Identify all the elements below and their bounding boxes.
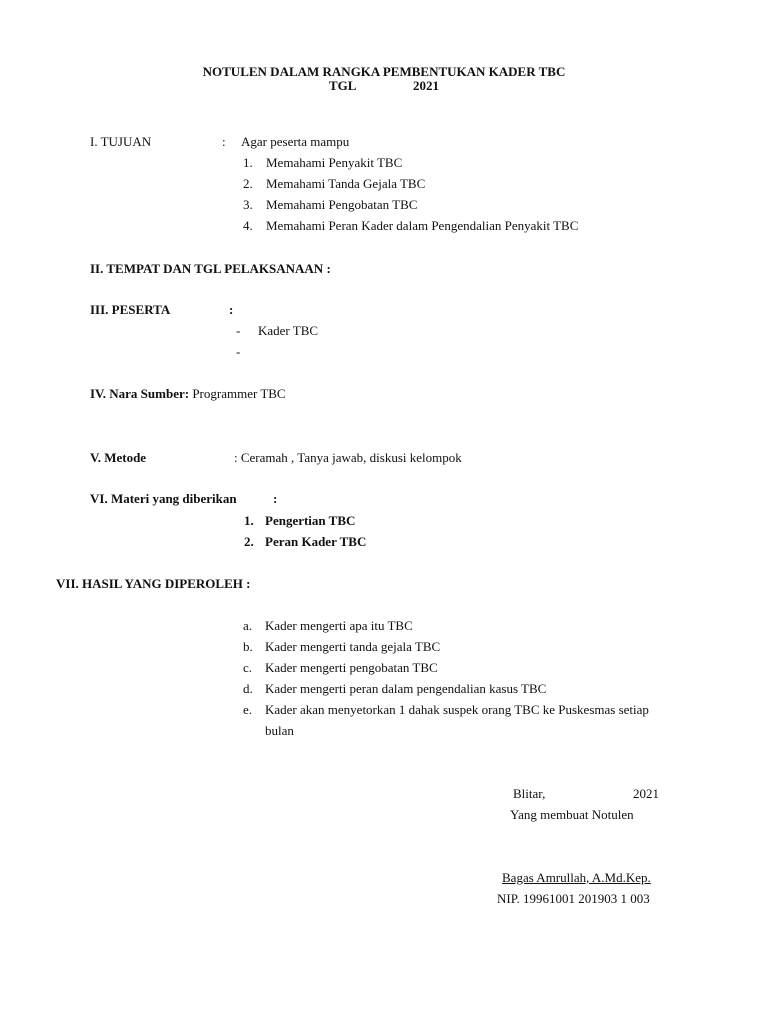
title-date-label: TGL — [329, 78, 357, 93]
document-title: NOTULEN DALAM RANGKA PEMBENTUKAN KADER TBC — [202, 64, 566, 79]
section-materi-label: VI. Materi yang diberikan — [90, 491, 237, 506]
hasil-item-letter: b. — [243, 639, 253, 654]
metode-value: : Ceramah , Tanya jawab, diskusi kelompok — [234, 450, 462, 465]
signature-place: Blitar, — [513, 786, 546, 801]
peserta-item-dash: - — [236, 323, 241, 338]
tujuan-item-text: Memahami Tanda Gejala TBC — [266, 176, 426, 191]
section-tujuan-intro: Agar peserta mampu — [241, 134, 350, 149]
section-peserta-label: III. PESERTA — [90, 302, 171, 317]
tujuan-item-text: Memahami Peran Kader dalam Pengendalian Penyakit TBC — [266, 218, 579, 233]
hasil-item-text: Kader akan menyetorkan 1 dahak suspek orang TBC ke Puskesmas setiap — [265, 702, 649, 717]
signature-name: Bagas Amrullah, A.Md.Kep. — [502, 870, 651, 885]
section-peserta-colon: : — [229, 302, 234, 317]
hasil-item-text: Kader mengerti apa itu TBC — [265, 618, 413, 633]
hasil-item-letter: d. — [243, 681, 253, 696]
section-tempat-label: II. TEMPAT DAN TGL PELAKSANAAN : — [90, 261, 331, 276]
section-metode-label: V. Metode — [90, 450, 147, 465]
materi-item-text: Pengertian TBC — [265, 513, 356, 528]
section-nara-sumber — [90, 386, 286, 402]
tujuan-item-text: Memahami Pengobatan TBC — [266, 197, 418, 212]
nara-sumber-value: Programmer TBC — [189, 386, 286, 401]
section-hasil-label: VII. HASIL YANG DIPEROLEH : — [56, 576, 251, 591]
hasil-item-letter: c. — [243, 660, 253, 675]
tujuan-item-number: 3. — [243, 197, 253, 212]
tujuan-item-number: 4. — [243, 218, 253, 233]
tujuan-item-number: 1. — [243, 155, 253, 170]
nara-sumber-label: IV. Nara Sumber: — [90, 386, 190, 401]
signature-year: 2021 — [633, 786, 659, 801]
hasil-item-text: Kader mengerti peran dalam pengendalian kasus TBC — [265, 681, 547, 696]
section-materi-colon: : — [273, 491, 278, 506]
hasil-item-text: Kader mengerti pengobatan TBC — [265, 660, 438, 675]
hasil-item-letter: a. — [243, 618, 253, 633]
tujuan-item-number: 2. — [243, 176, 253, 191]
signature-role: Yang membuat Notulen — [510, 807, 634, 822]
section-tujuan-label: I. TUJUAN — [90, 134, 152, 149]
materi-item-number: 2. — [244, 534, 254, 549]
peserta-item-dash: - — [236, 344, 241, 359]
hasil-item-text-continuation: bulan — [265, 723, 294, 738]
materi-item-text: Peran Kader TBC — [265, 534, 367, 549]
peserta-item-text: Kader TBC — [258, 323, 319, 338]
section-tujuan-colon: : — [222, 134, 226, 149]
tujuan-item-text: Memahami Penyakit TBC — [266, 155, 403, 170]
title-year: 2021 — [413, 78, 439, 93]
hasil-item-letter: e. — [243, 702, 253, 717]
hasil-item-text: Kader mengerti tanda gejala TBC — [265, 639, 441, 654]
materi-item-number: 1. — [244, 513, 254, 528]
signature-nip: NIP. 19961001 201903 1 003 — [497, 891, 650, 906]
